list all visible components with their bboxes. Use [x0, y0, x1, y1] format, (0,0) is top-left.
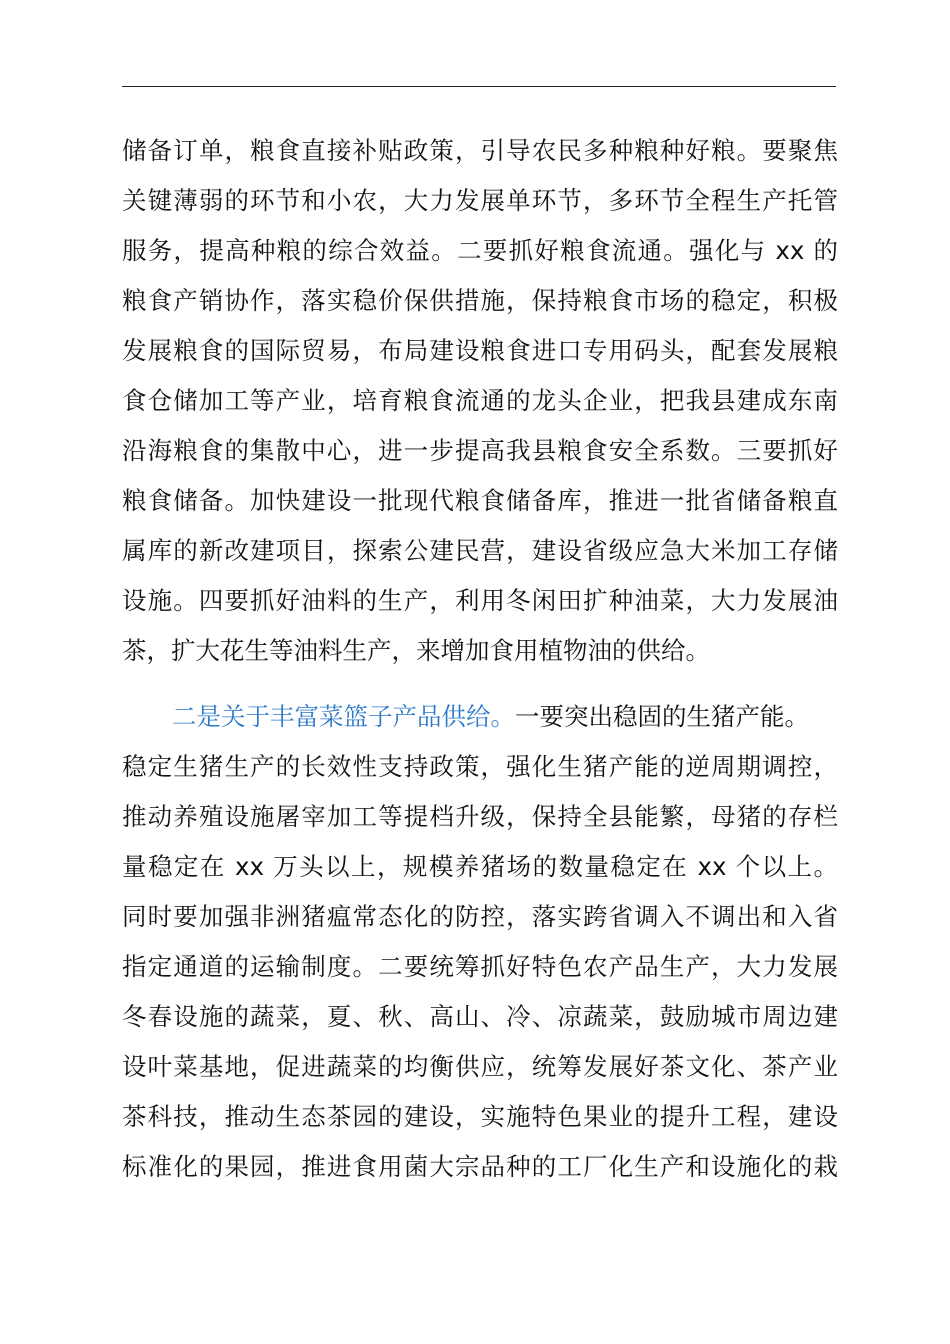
paragraph-line: 标准化的果园，推进食用菌大宗品种的工厂化生产和设施化的栽: [122, 1152, 838, 1181]
paragraph-line: 茶，扩大花生等油料生产，来增加食用植物油的供给。: [122, 636, 710, 665]
paragraph-line: 食仓储加工等产业，培育粮食流通的龙头企业，把我县建成东南: [122, 386, 838, 415]
paragraph-line: 粮食产销协作，落实稳价保供措施，保持粮食市场的稳定，积极: [122, 286, 838, 315]
paragraph-1: [122, 126, 838, 676]
paragraph-line: 指定通道的运输制度。二要统筹抓好特色农产品生产，大力发展: [122, 952, 838, 981]
paragraph-2: [122, 692, 838, 1192]
paragraph-line: 储备订单，粮食直接补贴政策，引导农民多种粮种好粮。要聚焦: [122, 136, 838, 165]
paragraph-line: 服务，提高种粮的综合效益。二要抓好粮食流通。强化与 xx 的: [122, 236, 838, 265]
paragraph-line: 推动养殖设施屠宰加工等提档升级，保持全县能繁，母猪的存栏: [122, 802, 838, 831]
section-heading: 二是关于丰富菜篮子产品供给。: [172, 702, 515, 731]
paragraph-line: 量稳定在 xx 万头以上，规模养猪场的数量稳定在 xx 个以上。: [122, 852, 838, 881]
paragraph-first-line: [122, 692, 838, 742]
paragraph-line: 茶科技，推动生态茶园的建设，实施特色果业的提升工程，建设: [122, 1102, 838, 1131]
paragraph-spacer: [122, 676, 838, 692]
paragraph-line: 设施。四要抓好油料的生产，利用冬闲田扩种油菜，大力发展油: [122, 586, 838, 615]
paragraph-line: 设叶菜基地，促进蔬菜的均衡供应，统筹发展好茶文化、茶产业: [122, 1052, 838, 1081]
paragraph-line: 沿海粮食的集散中心，进一步提高我县粮食安全系数。三要抓好: [122, 436, 838, 465]
header-rule: [122, 86, 836, 87]
paragraph-line: 同时要加强非洲猪瘟常态化的防控，落实跨省调入不调出和入省: [122, 902, 838, 931]
paragraph-line: 关键薄弱的环节和小农，大力发展单环节，多环节全程生产托管: [122, 186, 838, 215]
paragraph-line: 发展粮食的国际贸易，布局建设粮食进口专用码头，配套发展粮: [122, 336, 838, 365]
paragraph-line: 稳定生猪生产的长效性支持政策，强化生猪产能的逆周期调控，: [122, 752, 838, 781]
heading-following-text: 一要突出稳固的生猪产能。: [515, 702, 809, 731]
paragraph-line: 属库的新改建项目，探索公建民营，建设省级应急大米加工存储: [122, 536, 838, 565]
document-body: [122, 126, 838, 1192]
paragraph-line: 冬春设施的蔬菜，夏、秋、高山、冷、凉蔬菜，鼓励城市周边建: [122, 1002, 838, 1031]
paragraph-line: 粮食储备。加快建设一批现代粮食储备库，推进一批省储备粮直: [122, 486, 838, 515]
